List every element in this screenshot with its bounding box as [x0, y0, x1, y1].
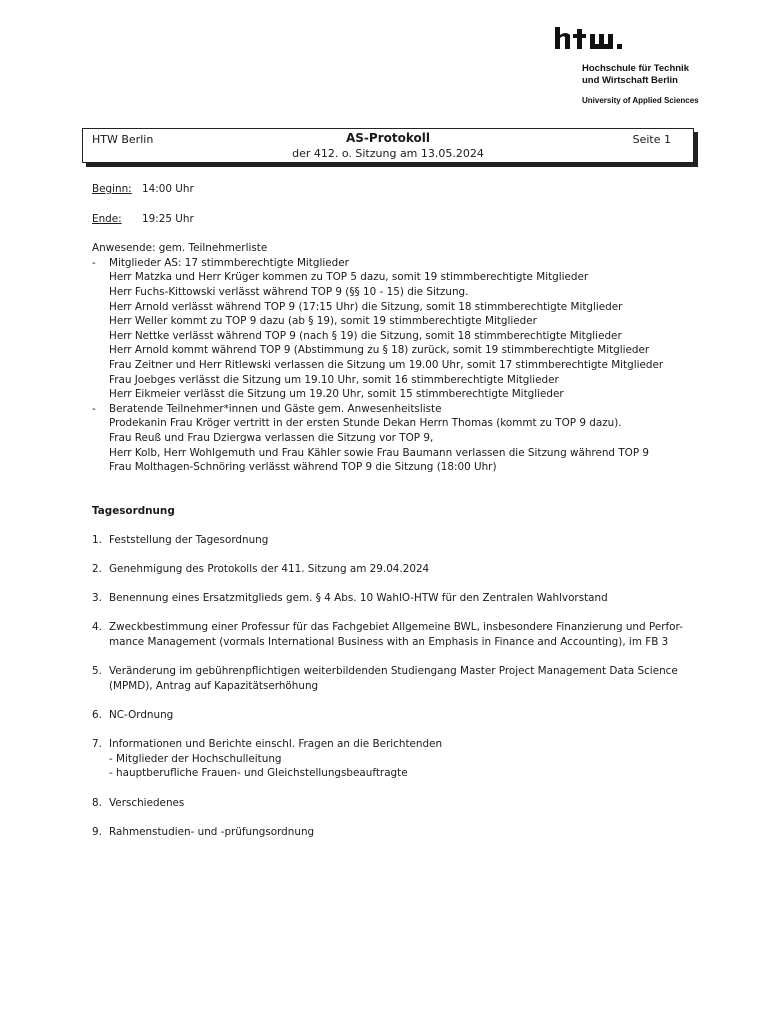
- attendance-line: Herr Kolb, Herr Wohlgemuth und Frau Kähler sowie Frau Baumann verlassen die Sitzung während TOP 9: [109, 446, 650, 459]
- attendance-line: Herr Arnold verlässt während TOP 9 (17:15 Uhr) die Sitzung, somit 18 stimmberechtigte Mitglieder: [109, 300, 623, 313]
- agenda-item-text: Veränderung im gebührenpflichtigen weiterbildenden Studiengang Master Project Management Data Science: [109, 665, 678, 678]
- agenda-item-number: 4.: [92, 621, 102, 634]
- agenda-item-3: [92, 591, 702, 606]
- agenda-item-number: 8.: [92, 796, 102, 809]
- agenda-item-number: 5.: [92, 665, 102, 678]
- attendance-line: Herr Fuchs-Kittowski verlässt während TOP 9 (§§ 10 - 15) die Sitzung.: [109, 285, 469, 298]
- agenda-item-6: [92, 708, 702, 723]
- logo-line-2: und Wirtschaft Berlin: [582, 75, 678, 86]
- attendance-line: Herr Weller kommt zu TOP 9 dazu (ab § 19), somit 19 stimmberechtigte Mitglieder: [109, 315, 537, 328]
- attendance-line: Herr Matzka und Herr Krüger kommen zu TOP 5 dazu, somit 19 stimmberechtigte Mitglieder: [109, 271, 589, 284]
- attendance-intro: Anwesende: gem. Teilnehmerliste: [92, 242, 268, 255]
- agenda-item-text: Rahmenstudien- und -prüfungsordnung: [109, 825, 315, 838]
- agenda-item-text: Verschiedenes: [109, 796, 185, 809]
- agenda-item-number: 1.: [92, 533, 102, 546]
- document-subtitle: der 412. o. Sitzung am 13.05.2024: [292, 147, 484, 160]
- end-label: Ende:: [92, 212, 122, 225]
- agenda-item-text: - hauptberufliche Frauen- und Gleichstellungsbeauftragte: [109, 767, 408, 780]
- agenda-item-7: [92, 737, 702, 781]
- agenda-item-text: mance Management (vormals International Business with an Emphasis in Finance and Accounting), im FB 3: [109, 636, 669, 649]
- begin-label: Beginn:: [92, 183, 132, 195]
- logo-line-3: University of Applied Sciences: [582, 96, 699, 105]
- attendance-group-guests: [92, 402, 702, 417]
- agenda-item-2: [92, 562, 702, 577]
- agenda-item-number: 6.: [92, 709, 102, 721]
- agenda-item-number: 7.: [92, 738, 102, 751]
- attendance-line: Frau Molthagen-Schnöring verlässt während TOP 9 die Sitzung (18:00 Uhr): [109, 461, 497, 474]
- htw-logo-mark: [553, 24, 645, 54]
- agenda-item-number: 9.: [92, 825, 102, 838]
- agenda-item-4: [92, 620, 702, 649]
- agenda-item-text: Zweckbestimmung einer Professur für das Fachgebiet Allgemeine BWL, insbesondere Finanzierung und Perfor-: [109, 621, 683, 634]
- list-dash: -: [92, 402, 96, 415]
- attendance-group-title: Beratende Teilnehmer*innen und Gäste gem. Anwesenheitsliste: [109, 402, 442, 415]
- document-header-box: [82, 128, 694, 163]
- agenda-item-8: [92, 796, 702, 811]
- attendance-line: Prodekanin Frau Kröger vertritt in der ersten Stunde Dekan Herrn Thomas (kommt zu TOP 9 dazu).: [109, 417, 622, 430]
- agenda-item-1: [92, 533, 702, 548]
- header-institution: HTW Berlin: [92, 133, 154, 146]
- agenda-item-number: 3.: [92, 592, 102, 605]
- agenda-item-text: Benennung eines Ersatzmitglieds gem. § 4 Abs. 10 WahlO-HTW für den Zentralen Wahlvorstand: [109, 592, 608, 605]
- attendance-group-members: [92, 256, 702, 271]
- htw-logo: [553, 24, 703, 105]
- page-number: Seite 1: [632, 133, 671, 146]
- begin-row: [92, 182, 702, 197]
- agenda-item-text: Feststellung der Tagesordnung: [109, 533, 269, 546]
- logo-line-1: Hochschule für Technik: [582, 63, 689, 74]
- attendance-line: Frau Zeitner und Herr Ritlewski verlassen die Sitzung um 19.00 Uhr, somit 17 stimmberechtigte Mitglieder: [109, 358, 664, 371]
- agenda-item-text: Genehmigung des Protokolls der 411. Sitzung am 29.04.2024: [109, 563, 430, 576]
- agenda-item-text: - Mitglieder der Hochschulleitung: [109, 752, 282, 765]
- agenda-item-text: Informationen und Berichte einschl. Fragen an die Berichtenden: [109, 738, 443, 751]
- agenda-item-9: [92, 825, 702, 840]
- attendance-line: Herr Eikmeier verlässt die Sitzung um 19.20 Uhr, somit 15 stimmberechtigte Mitglieder: [109, 388, 564, 401]
- attendance-line: Frau Joebges verlässt die Sitzung um 19.10 Uhr, somit 16 stimmberechtigte Mitglieder: [109, 373, 559, 386]
- attendance-line: Frau Reuß und Frau Dziergwa verlassen die Sitzung vor TOP 9,: [109, 431, 434, 444]
- agenda-item-5: [92, 664, 702, 693]
- agenda-title: Tagesordnung: [92, 504, 175, 517]
- attendance-line: Herr Nettke verlässt während TOP 9 (nach § 19) die Sitzung, somit 18 stimmberechtigte Mitglieder: [109, 329, 622, 342]
- agenda-item-text: (MPMD), Antrag auf Kapazitätserhöhung: [109, 679, 319, 692]
- end-row: [92, 212, 702, 227]
- list-dash: -: [92, 256, 96, 269]
- begin-value: 14:00 Uhr: [142, 183, 194, 195]
- document-body: [92, 182, 702, 839]
- attendance-group-title: Mitglieder AS: 17 stimmberechtigte Mitglieder: [109, 256, 349, 269]
- agenda-item-text: NC-Ordnung: [109, 709, 174, 721]
- agenda-item-number: 2.: [92, 563, 102, 576]
- end-value: 19:25 Uhr: [142, 212, 194, 225]
- attendance-line: Herr Arnold kommt während TOP 9 (Abstimmung zu § 18) zurück, somit 19 stimmberechtigte Mitglieder: [109, 344, 650, 357]
- document-title: AS-Protokoll: [346, 131, 430, 145]
